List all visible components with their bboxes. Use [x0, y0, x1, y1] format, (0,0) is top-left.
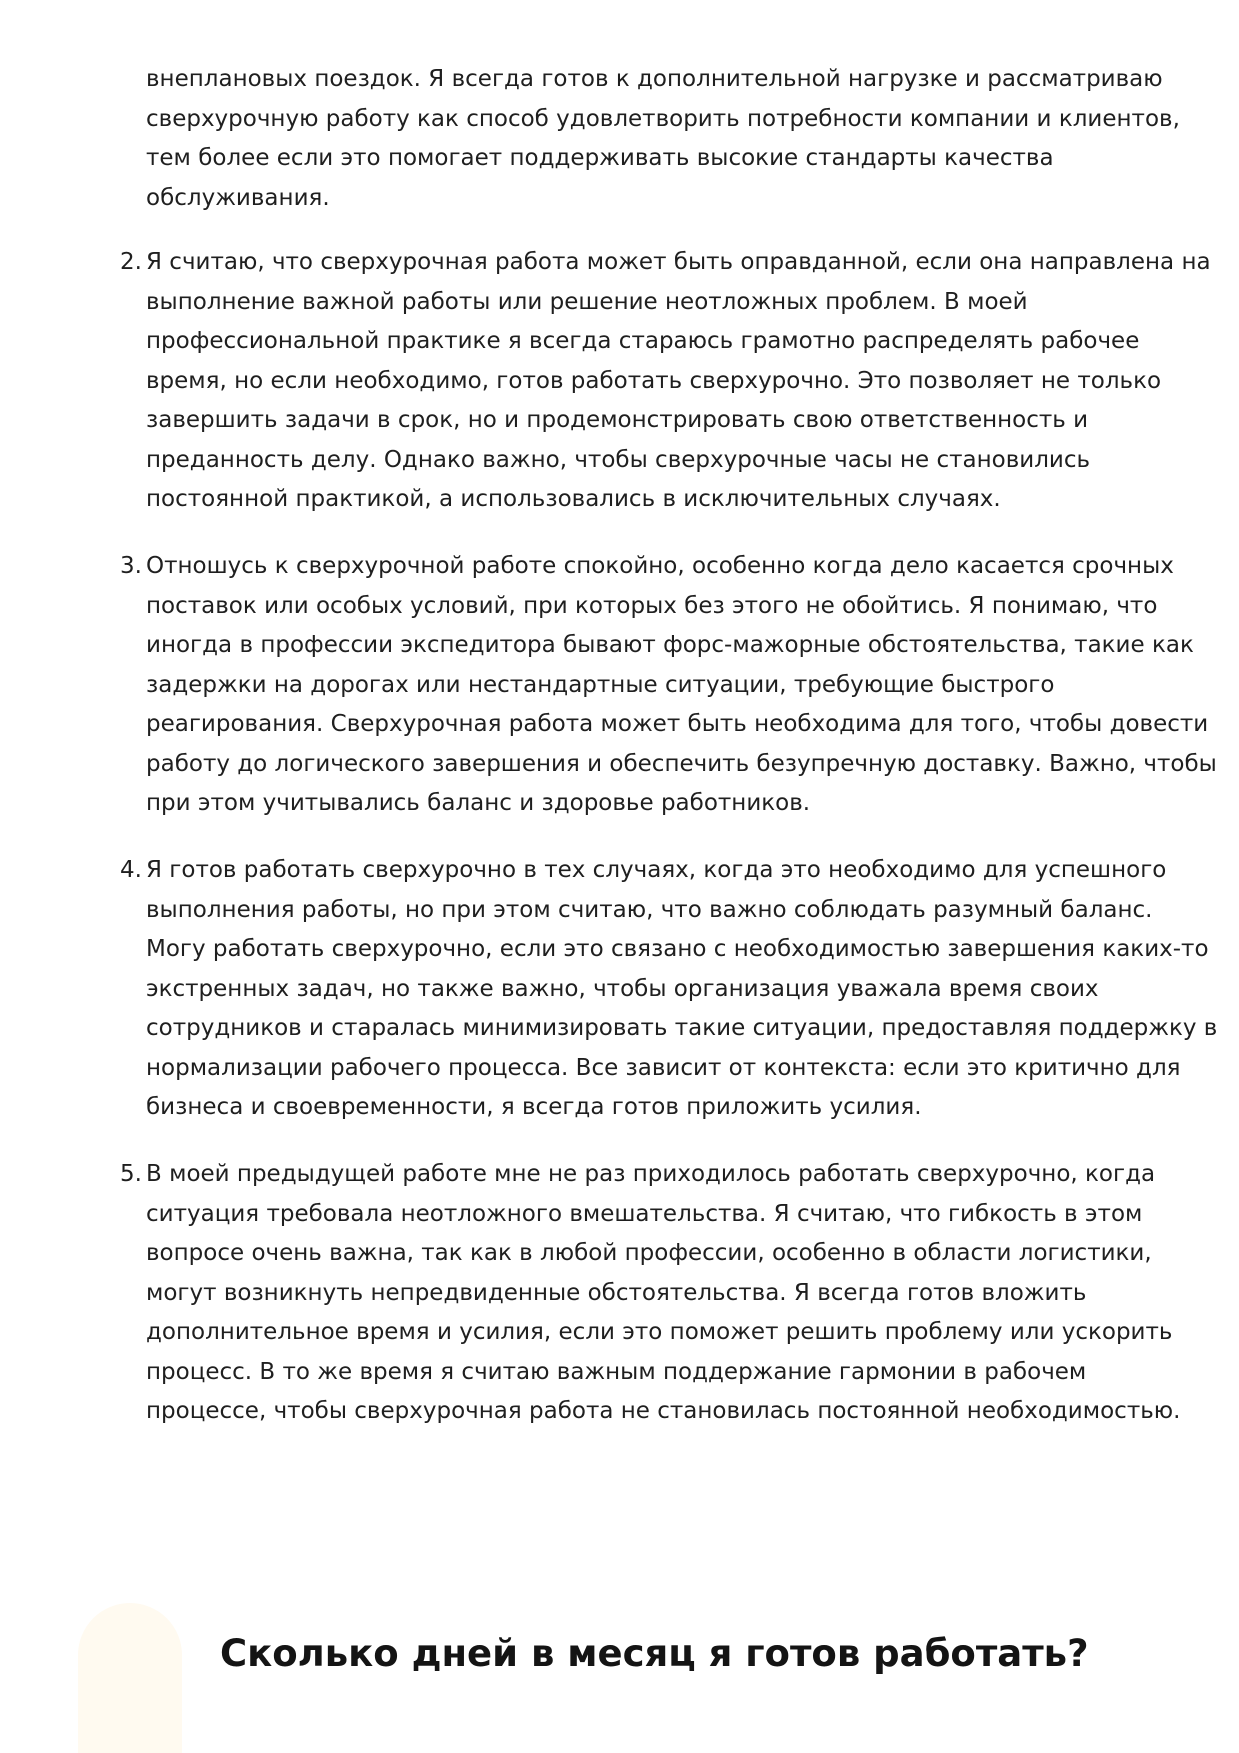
text-line: ситуация требовала неотложного вмешательства. Я считаю, что гибкость в этом	[146, 1200, 1143, 1227]
section-title: Сколько дней в месяц я готов работать?	[220, 1632, 1089, 1675]
list-item-text	[146, 60, 1180, 218]
decorative-circle	[78, 1603, 182, 1753]
text-line: дополнительное время и усилия, если это поможет решить проблему или ускорить	[146, 1319, 1173, 1345]
text-line: время, но если необходимо, готов работать сверхурочно. Это позволяет не только	[146, 367, 1162, 394]
section-header	[0, 1595, 1239, 1753]
text-line: задержки на дорогах или нестандартные ситуации, требующие быстрого	[146, 671, 1055, 698]
list-item-text	[146, 243, 1211, 520]
text-line: могут возникнуть непредвиденные обстоятельства. Я всегда готов вложить	[146, 1279, 1087, 1306]
text-line: сотрудников и старалась минимизировать такие ситуации, предоставляя поддержку в	[146, 1015, 1218, 1041]
text-line: выполнения работы, но при этом считаю, что важно соблюдать разумный баланс.	[146, 896, 1153, 923]
text-line: Я готов работать сверхурочно в тех случаях, когда это необходимо для успешного	[146, 857, 1167, 883]
text-line: нормализации рабочего процесса. Все зависит от контекста: если это критично для	[146, 1054, 1181, 1081]
text-line: работу до логического завершения и обеспечить безупречную доставку. Важно, чтобы	[146, 750, 1217, 777]
text-line: В моей предыдущей работе мне не раз приходилось работать сверхурочно, когда	[146, 1161, 1156, 1187]
text-line: внеплановых поездок. Я всегда готов к дополнительной нагрузке и рассматриваю	[146, 66, 1163, 92]
text-line: при этом учитывались баланс и здоровье работников.	[146, 790, 811, 816]
text-line: экстренных задач, но также важно, чтобы организация уважала время своих	[146, 975, 1099, 1002]
text-line: процессе, чтобы сверхурочная работа не становилась постоянной необходимостью.	[146, 1398, 1181, 1424]
text-line: профессиональной практике я всегда стараюсь грамотно распределять рабочее	[146, 328, 1140, 354]
text-line: Отношусь к сверхурочной работе спокойно, особенно когда дело касается срочных	[146, 553, 1174, 579]
list-item-text	[146, 851, 1218, 1128]
text-line: Могу работать сверхурочно, если это связано с необходимостью завершения каких-то	[146, 936, 1209, 962]
list-item-number: 5.	[120, 1161, 142, 1187]
text-line: бизнеса и своевременности, я всегда готов приложить усилия.	[146, 1094, 922, 1120]
text-line: тем более если это помогает поддерживать высокие стандарты качества	[146, 145, 1054, 171]
text-line: вопросе очень важна, так как в любой профессии, особенно в области логистики,	[146, 1240, 1152, 1266]
text-line: обслуживания.	[146, 184, 330, 211]
text-line: поставок или особых условий, при которых без этого не обойтись. Я понимаю, что	[146, 592, 1158, 619]
text-line: иногда в профессии экспедитора бывают форс-мажорные обстоятельства, такие как	[146, 632, 1194, 658]
text-line: выполнение важной работы или решение неотложных проблем. В моей	[146, 288, 1028, 315]
list-item-number: 4.	[120, 857, 142, 883]
list-item-number: 2.	[120, 249, 142, 275]
text-line: сверхурочную работу как способ удовлетворить потребности компании и клиентов,	[146, 105, 1180, 132]
text-line: реагирования. Сверхурочная работа может быть необходима для того, чтобы довести	[146, 711, 1209, 737]
text-line: завершить задачи в срок, но и продемонстрировать свою ответственность и	[146, 407, 1089, 433]
list-item-text	[146, 547, 1217, 824]
list-item-text	[146, 1155, 1181, 1432]
text-line: постоянной практикой, а использовались в исключительных случаях.	[146, 486, 1001, 512]
text-line: процесс. В то же время я считаю важным поддержание гармонии в рабочем	[146, 1358, 1087, 1385]
text-line: преданность делу. Однако важно, чтобы сверхурочные часы не становились	[146, 446, 1091, 473]
list-item-number: 3.	[120, 553, 142, 579]
text-line: Я считаю, что сверхурочная работа может быть оправданной, если она направлена на	[146, 249, 1211, 275]
